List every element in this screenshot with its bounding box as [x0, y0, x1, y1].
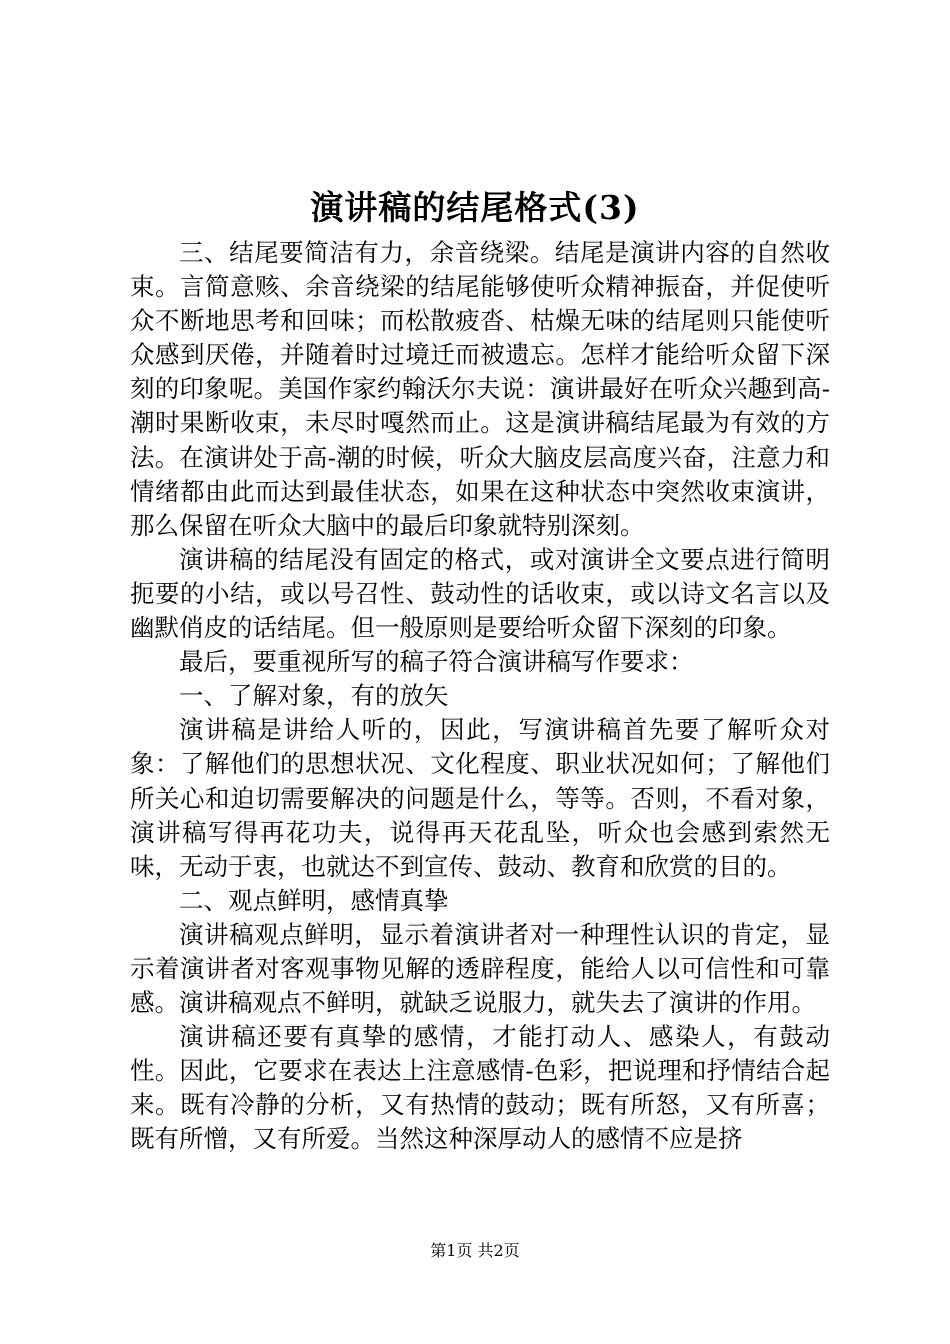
paragraph: 演讲稿还要有真挚的感情，才能打动人、感染人，有鼓动性。因此，它要求在表达上注意感情-色彩，把说理和抒情结合起来。既有冷静的分析，又有热情的鼓动；既有所怒，又有所喜；既有所憎，又有所爱。当然这种深厚动人的感情不应是挤 — [130, 1022, 830, 1154]
paragraph: 最后，要重视所写的稿子符合演讲稿写作要求： — [179, 647, 694, 677]
paragraph: 演讲稿观点鲜明，显示着演讲者对一种理性认识的肯定，显示着演讲者对客观事物见解的透辟程度，能给人以可信性和可靠感。演讲稿观点不鲜明，就缺乏说服力，就失去了演讲的作用。 — [130, 919, 830, 1018]
document-body — [130, 236, 830, 1157]
paragraph: 三、结尾要简洁有力，余音绕梁。结尾是演讲内容的自然收束。言简意赅、余音绕梁的结尾能够使听众精神振奋，并促使听众不断地思考和回味；而松散疲沓、枯燥无味的结尾则只能使听众感到厌倦，并随着时过境迁而被遗忘。怎样才能给听众留下深刻的印象呢。美国作家约翰沃尔夫说：演讲最好在听众兴趣到高-潮时果断收束，未尽时嘎然而止。这是演讲稿结尾最为有效的方法。在演讲处于高-潮的时候，听众大脑皮层高度兴奋，注意力和情绪都由此而达到最佳状态，如果在这种状态中突然收束演讲，那么保留在听众大脑中的最后印象就特别深刻。 — [130, 238, 830, 540]
section-heading: 一、了解对象，有的放矢 — [179, 681, 449, 711]
page-footer: 第1页 共2页 — [430, 1241, 520, 1260]
document-title: 演讲稿的结尾格式(3) — [310, 188, 640, 227]
paragraph: 演讲稿的结尾没有固定的格式，或对演讲全文要点进行简明扼要的小结，或以号召性、鼓动性的话收束，或以诗文名言以及幽默俏皮的话结尾。但一般原则是要给听众留下深刻的印象。 — [130, 544, 830, 643]
section-heading: 二、观点鲜明，感情真挚 — [179, 885, 449, 915]
paragraph: 演讲稿是讲给人听的，因此，写演讲稿首先要了解听众对象：了解他们的思想状况、文化程度、职业状况如何；了解他们所关心和迫切需要解决的问题是什么，等等。否则，不看对象，演讲稿写得再花功夫，说得再天花乱坠，听众也会感到索然无味，无动于衷，也就达不到宣传、鼓动、教育和欣赏的目的。 — [130, 715, 830, 881]
